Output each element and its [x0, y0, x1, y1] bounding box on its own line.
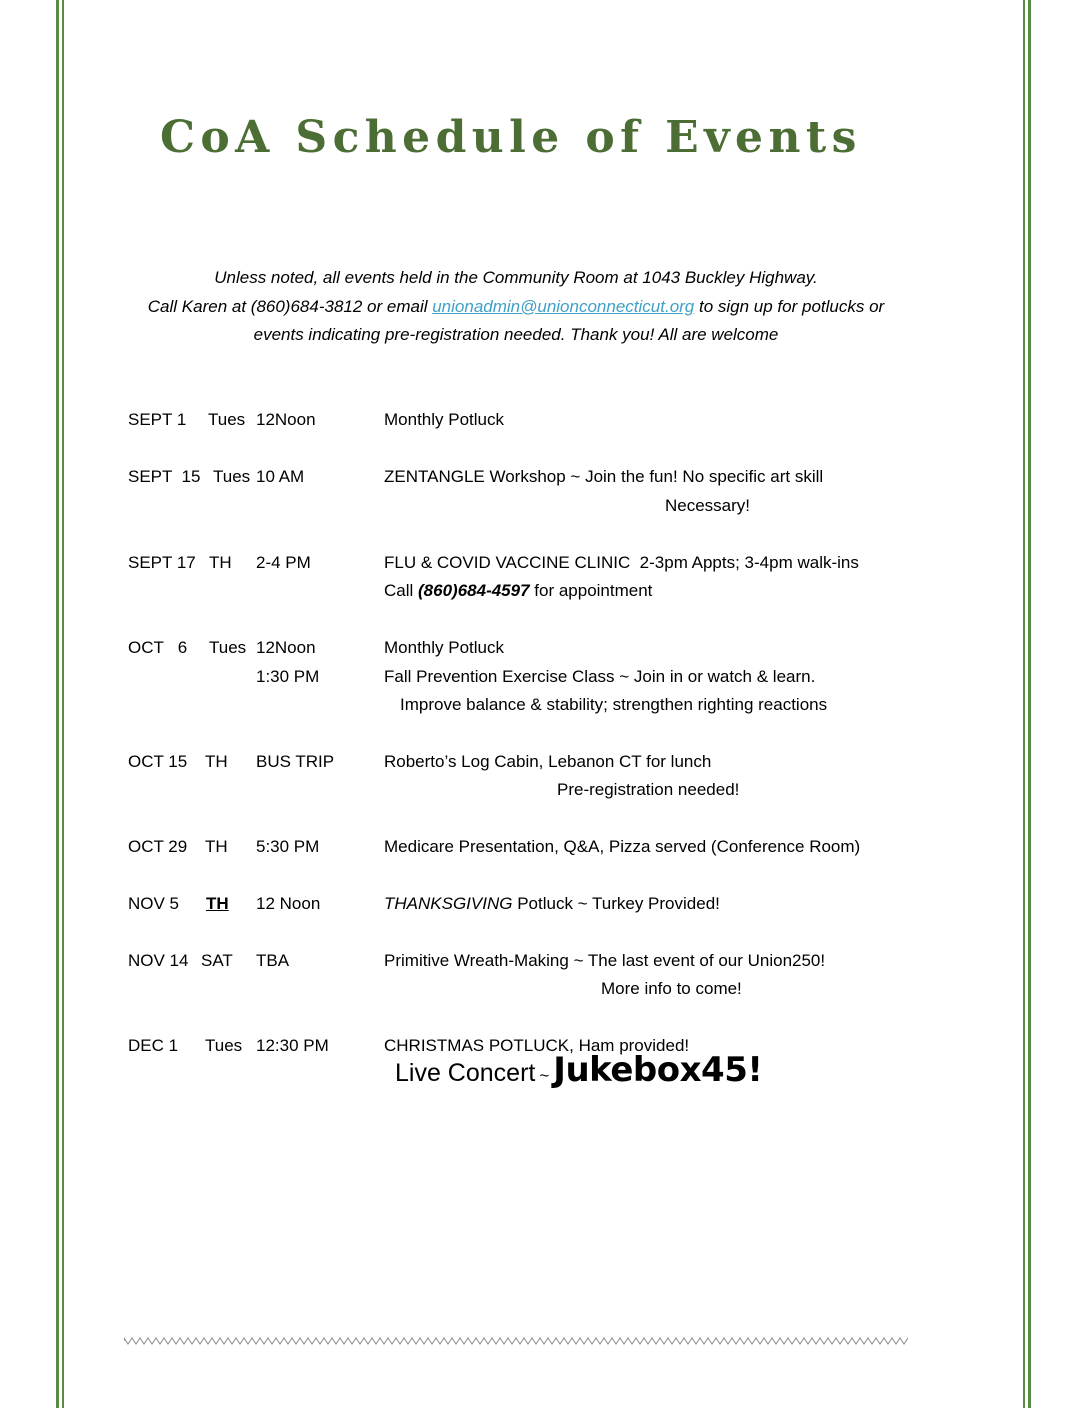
page-border-right-outer [1028, 0, 1031, 1408]
event-time: 5:30 PM [256, 837, 320, 856]
intro-paragraph [100, 264, 932, 350]
event-day: TH [209, 553, 232, 572]
event-description: FLU & COVID VACCINE CLINIC 2-3pm Appts; 3-4pm walk-ins [384, 553, 859, 572]
event-date: NOV 5 [128, 894, 180, 913]
concert-label: Live Concert [395, 1059, 536, 1087]
event-description-continued: Necessary! [665, 496, 751, 515]
event-day: SAT [201, 951, 233, 970]
event-description-continued: Improve balance & stability; strengthen righting reactions [400, 695, 828, 714]
event-day: Tues [213, 467, 251, 486]
event-date: NOV 14 [128, 951, 189, 970]
page-title: CoA Schedule of Events [160, 112, 862, 163]
event-date: SEPT 1 [128, 410, 187, 429]
concert-separator: ~ [539, 1066, 550, 1085]
event-date: SEPT 17 [128, 553, 196, 572]
event-date: SEPT 15 [128, 467, 201, 486]
event-time: TBA [256, 951, 290, 970]
event-date: OCT 6 [128, 638, 188, 657]
event-date: OCT 29 [128, 837, 188, 856]
event-description: CHRISTMAS POTLUCK, Ham provided! [384, 1036, 690, 1055]
event-day: Tues [209, 638, 247, 657]
event-day: TH [206, 894, 229, 913]
event-description-text: Potluck ~ Turkey Provided! [512, 894, 720, 913]
intro-line-3: events indicating pre-registration needed. Thank you! All are welcome [253, 325, 779, 345]
event-description-continued: Pre-registration needed! [557, 780, 740, 799]
event-day: TH [205, 752, 228, 771]
page-border-right-inner [1023, 0, 1025, 1408]
intro-line-1: Unless noted, all events held in the Community Room at 1043 Buckley Highway. [214, 268, 818, 287]
event-day: TH [205, 837, 228, 856]
event-description [384, 894, 720, 914]
wavy-divider [124, 1335, 908, 1347]
event-description: Monthly Potluck [384, 638, 504, 657]
event-description-second: Fall Prevention Exercise Class ~ Join in or watch & learn. [384, 667, 816, 686]
event-description: Medicare Presentation, Q&A, Pizza served (Conference Room) [384, 837, 861, 856]
phone-number: (860)684-4597 [418, 581, 530, 600]
email-link[interactable]: unionadmin@unionconnecticut.org [432, 296, 695, 316]
event-time: 12Noon [256, 638, 316, 657]
live-concert-banner [395, 1050, 762, 1090]
intro-line-2-pre: Call Karen at (860)684-3812 or email [147, 296, 433, 316]
page-border-left-outer [56, 0, 59, 1408]
call-label: Call [384, 581, 419, 600]
event-time: 12 Noon [256, 894, 321, 913]
page-border-left-inner [62, 0, 64, 1408]
event-description: Monthly Potluck [384, 410, 504, 429]
band-name: Jukebox45! [553, 1050, 763, 1090]
event-description: Roberto’s Log Cabin, Lebanon CT for lunch [384, 752, 712, 771]
event-day: Tues [208, 410, 246, 429]
event-time: 10 AM [256, 467, 305, 486]
intro-line-2-post: to sign up for potlucks or [694, 296, 885, 316]
event-time: 12Noon [256, 410, 316, 429]
event-time: 12:30 PM [256, 1036, 329, 1055]
event-description-continued [384, 581, 652, 601]
intro-line-2 [100, 293, 932, 322]
event-description: ZENTANGLE Workshop ~ Join the fun! No specific art skill [384, 467, 824, 486]
appointment-label: for appointment [529, 581, 653, 600]
event-description: Primitive Wreath-Making ~ The last event of our Union250! [384, 951, 826, 970]
event-time-second: 1:30 PM [256, 667, 320, 686]
event-date: DEC 1 [128, 1036, 179, 1055]
event-description-continued: More info to come! [601, 979, 742, 998]
event-time: 2-4 PM [256, 553, 311, 572]
event-description-emphasis: THANKSGIVING [384, 894, 513, 913]
event-time: BUS TRIP [256, 752, 335, 771]
event-date: OCT 15 [128, 752, 188, 771]
event-day: Tues [205, 1036, 243, 1055]
